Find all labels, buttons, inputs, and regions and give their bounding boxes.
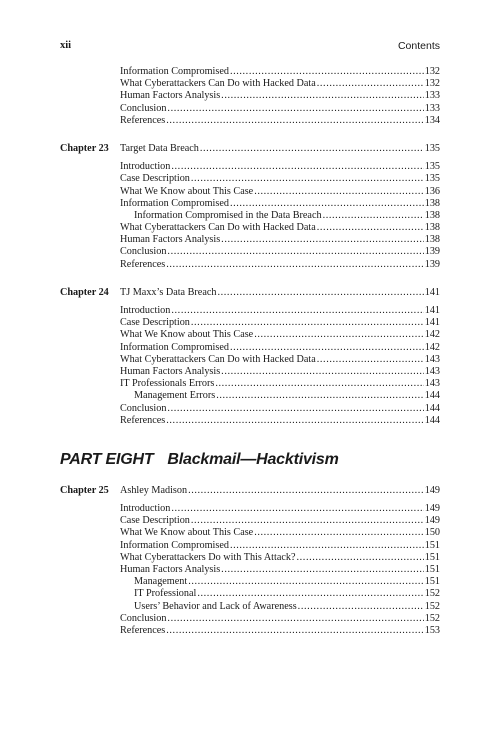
chapter-entries [120,66,440,127]
toc-entry-page: 143 [424,353,440,365]
toc-entry[interactable] [120,540,440,552]
dot-leader [254,329,424,341]
toc-entry-title: Target Data Breach [120,142,199,154]
toc-entry-page: 138 [424,209,440,221]
chapter-title-row[interactable] [120,287,440,299]
dot-leader [167,403,423,415]
toc-entry[interactable] [120,342,440,354]
toc-entry[interactable] [120,329,440,341]
toc-entry-page: 132 [424,66,440,77]
toc-entry-page: 141 [424,317,440,329]
toc-entry-page: 144 [424,402,440,414]
dot-leader [188,485,424,497]
toc-entry-title: Case Description [120,173,190,185]
toc-entry-title: IT Professionals Errors [120,378,215,390]
toc-entry-title: Human Factors Analysis [120,564,221,575]
toc-entry-title: Management [134,576,188,588]
toc-entry-title: Introduction [120,305,171,316]
page-number: xii [60,40,72,51]
toc-entry-page: 135 [424,173,440,185]
toc-entry-page: 143 [424,365,440,377]
dot-leader [171,305,423,317]
dot-leader [323,210,424,222]
chapter-title-row[interactable] [120,485,440,497]
dot-leader [230,66,424,78]
dot-leader [217,287,423,299]
toc-entry-title: References [120,258,166,270]
toc-entry[interactable] [120,66,440,78]
chapter-heading[interactable] [60,485,440,497]
toc-entry-title: Information Compromised in the Data Breach [134,209,322,221]
toc-entry[interactable] [120,527,440,539]
toc-entry-title: What We Know about This Case [120,329,254,341]
toc-entry[interactable] [120,613,440,625]
toc-entry[interactable] [120,103,440,115]
chapter-label: Chapter 25 [60,484,109,496]
toc-entry[interactable] [120,390,440,402]
toc-entry-page: 152 [424,588,440,600]
toc-entry-title: What We Know about This Case [120,185,254,197]
toc-entry-title: References [120,114,166,126]
dot-leader [166,259,423,271]
toc-entry-title: Introduction [120,503,171,515]
toc-entry-page: 149 [424,515,440,527]
toc-entry-title: Conclusion [120,246,167,258]
toc-entry[interactable] [120,234,440,246]
toc-entry-title: Case Description [120,515,190,527]
dot-leader [254,186,424,198]
dot-leader [197,588,423,600]
dot-leader [200,143,424,155]
toc-entry-title: Information Compromised [120,197,229,209]
toc-entry-page: 141 [424,305,440,316]
dot-leader [188,576,424,588]
toc-entry-page: 134 [424,114,440,126]
toc-entry-page: 151 [424,564,440,575]
toc-entry[interactable] [120,576,440,588]
toc-entry-page: 135 [424,161,440,173]
dot-leader [171,503,423,515]
toc-entry[interactable] [120,564,440,576]
chapter-title-row[interactable] [120,143,440,155]
toc-entry-page: 132 [424,78,440,90]
chapter-entries [120,503,440,637]
dot-leader [191,317,424,329]
toc-entry-page: 142 [424,329,440,341]
toc-entry-title: Human Factors Analysis [120,365,221,377]
dot-leader [171,161,423,173]
toc-entry-page: 141 [424,286,440,298]
toc-entry-title: Conclusion [120,612,167,624]
toc-entry-page: 135 [424,142,440,154]
toc-entry[interactable] [120,115,440,127]
dot-leader [221,366,424,378]
dot-leader [230,342,424,354]
toc-entry-title: Information Compromised [120,341,229,353]
toc-entry-page: 151 [424,551,440,563]
toc-entry[interactable] [120,173,440,185]
toc-entry-page: 133 [424,102,440,114]
dot-leader [230,540,424,552]
table-of-contents [60,66,440,637]
toc-entry-page: 138 [424,234,440,246]
toc-entry[interactable] [120,403,440,415]
dot-leader [221,90,424,102]
toc-entry-page: 152 [424,612,440,624]
toc-entry-page: 153 [424,624,440,636]
toc-entry-title: Information Compromised [120,66,229,77]
toc-entry-title: Ashley Madison [120,484,188,496]
toc-entry[interactable] [120,210,440,222]
toc-entry-page: 144 [424,390,440,402]
toc-entry-page: 152 [424,600,440,612]
toc-entry-page: 142 [424,341,440,353]
dot-leader [167,613,423,625]
dot-leader [230,198,424,210]
toc-entry[interactable] [120,515,440,527]
toc-entry-title: Human Factors Analysis [120,234,221,246]
toc-entry[interactable] [120,90,440,102]
toc-entry[interactable] [120,354,440,366]
toc-entry-title: What Cyberattackers Can Do with Hacked Data [120,78,316,90]
toc-entry[interactable] [120,415,440,427]
toc-entry-page: 139 [424,258,440,270]
page-header [60,40,440,54]
toc-entry[interactable] [120,378,440,390]
toc-entry-title: Users’ Behavior and Lack of Awareness [134,600,297,612]
toc-entry-title: TJ Maxx’s Data Breach [120,286,217,298]
running-head: Contents [397,40,440,52]
toc-entry-title: Human Factors Analysis [120,90,221,102]
toc-entry-title: What We Know about This Case [120,527,254,539]
dot-leader [191,173,424,185]
toc-entry-page: 143 [424,378,440,390]
toc-entry-page: 136 [424,185,440,197]
chapter-label: Chapter 24 [60,286,109,298]
toc-entry-page: 138 [424,197,440,209]
toc-entry-title: Conclusion [120,402,167,414]
part-name: Blackmail—Hacktivism [167,450,339,468]
dot-leader [297,552,424,564]
toc-entry-title: Case Description [120,317,190,329]
toc-entry[interactable] [120,259,440,271]
toc-entry-title: References [120,414,166,426]
dot-leader [167,103,423,115]
toc-entry[interactable] [120,503,440,515]
toc-entry-title: What Cyberattackers Can Do with Hacked Data [120,353,316,365]
dot-leader [166,415,423,427]
chapter-heading[interactable] [60,287,440,299]
toc-entry-title: What Cyberattackers Can Do with Hacked Data [120,222,316,234]
dot-leader [216,390,424,402]
dot-leader [317,354,424,366]
toc-entry[interactable] [120,246,440,258]
dot-leader [167,246,423,258]
chapter-heading[interactable] [60,143,440,155]
toc-entry[interactable] [120,625,440,637]
toc-entry[interactable] [120,161,440,173]
toc-entry-title: Management Errors [134,390,216,402]
toc-entry[interactable] [120,222,440,234]
toc-entry[interactable] [120,305,440,317]
toc-entry-title: References [120,624,166,636]
toc-entry-title: Information Compromised [120,539,229,551]
chapter-label: Chapter 23 [60,142,109,154]
toc-entry-page: 139 [424,246,440,258]
dot-leader [317,78,424,90]
toc-entry-page: 144 [424,414,440,426]
dot-leader [317,222,424,234]
dot-leader [221,564,424,576]
toc-entry-page: 138 [424,222,440,234]
toc-entry[interactable] [120,366,440,378]
toc-entry-title: Introduction [120,161,171,173]
dot-leader [191,515,424,527]
toc-entry[interactable] [120,552,440,564]
toc-entry-title: IT Professional [134,588,197,600]
toc-entry-page: 150 [424,527,440,539]
dot-leader [298,601,424,613]
toc-entry-page: 133 [424,90,440,102]
dot-leader [166,625,423,637]
dot-leader [221,234,424,246]
toc-entry-page: 151 [424,539,440,551]
toc-entry[interactable] [120,186,440,198]
toc-entry[interactable] [120,601,440,613]
toc-entry-title: What Cyberattackers Do with This Attack? [120,551,296,563]
toc-entry[interactable] [120,198,440,210]
toc-entry-title: Conclusion [120,102,167,114]
dot-leader [166,115,423,127]
toc-entry-page: 151 [424,576,440,588]
part-heading [60,451,440,471]
chapter-entries [120,305,440,427]
toc-entry-page: 149 [424,484,440,496]
chapter-entries [120,161,440,271]
toc-entry[interactable] [120,588,440,600]
toc-entry[interactable] [120,317,440,329]
toc-entry[interactable] [120,78,440,90]
toc-entry-page: 149 [424,503,440,515]
dot-leader [254,527,424,539]
dot-leader [215,378,423,390]
part-label: PART EIGHT [60,450,154,468]
